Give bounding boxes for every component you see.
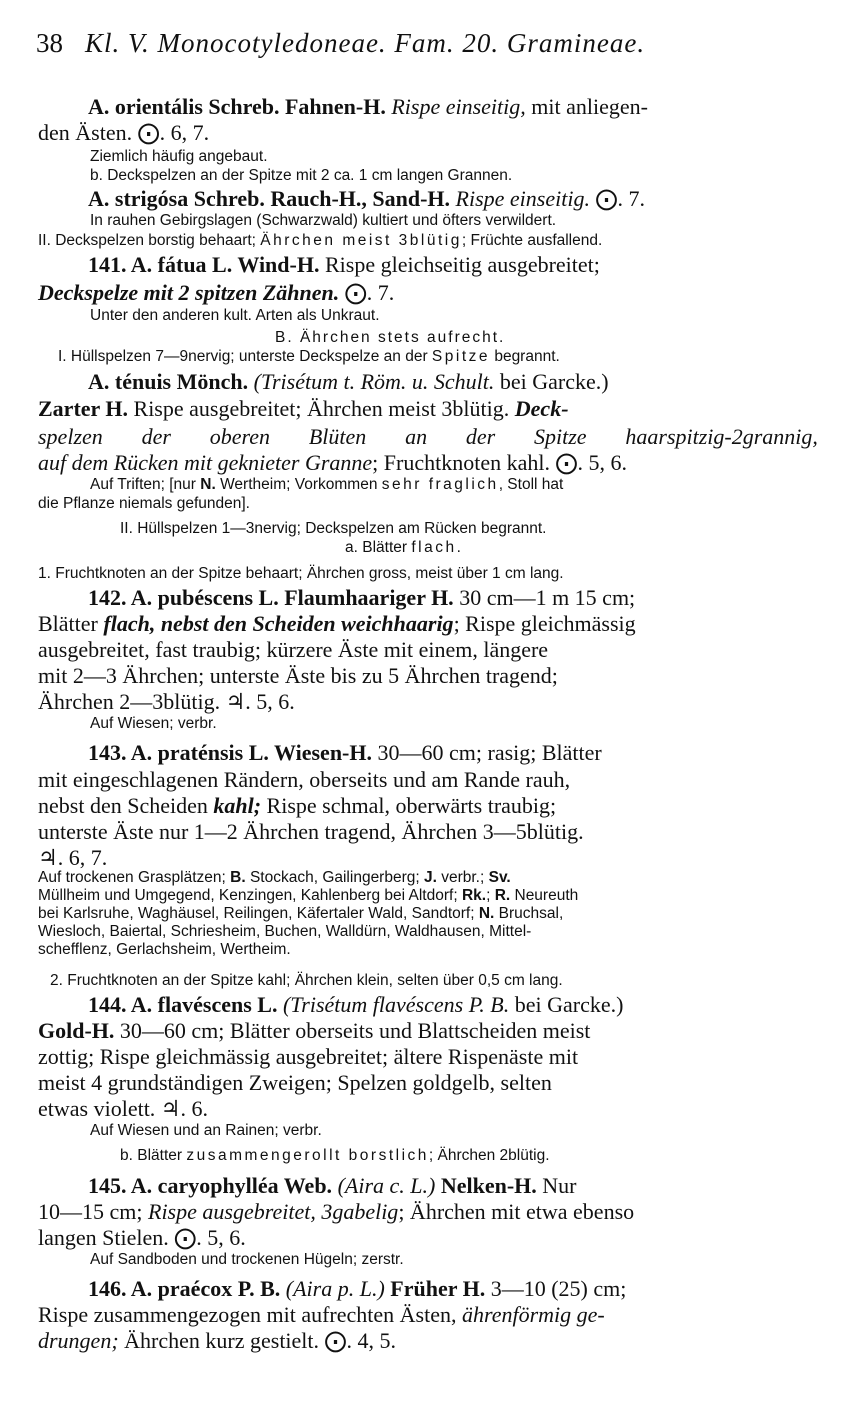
text-line: Müllheim und Umgegend, Kenzingen, Kahlenberg bei Altdorf; Rk.; R. Neureuth <box>38 887 579 904</box>
key-line: a. Blätter flach. <box>345 539 464 556</box>
key-line: II. Deckspelzen borstig behaart; Ährchen meist 3blütig; Früchte ausfallend. <box>38 232 603 249</box>
text-line: mit 2—3 Ährchen; unterste Äste bis zu 5 Ährchen tragend; <box>38 663 558 688</box>
text-line: 141. A. fátua L. Wind-H. Rispe gleichseitig ausgebreitet; <box>88 252 600 277</box>
key-line: b. Blätter zusammengerollt borstlich; Ährchen 2blütig. <box>120 1147 550 1164</box>
text-line: Deckspelze mit 2 spitzen Zähnen. ⨀. 7. <box>38 280 395 305</box>
text-line: Blätter flach, nebst den Scheiden weichhaarig; Rispe gleichmässig <box>38 611 636 636</box>
text-line: Auf Wiesen; verbr. <box>90 715 217 732</box>
text-line: Ährchen 2—3blütig. ♃. 5, 6. <box>38 689 295 714</box>
running-title: Kl. V. Monocotyledoneae. Fam. 20. Gramineae. <box>85 28 646 58</box>
text-line: A. strigósa Schreb. Rauch-H., Sand-H. Rispe einseitig. ⨀. 7. <box>88 186 645 211</box>
text-line: Gold-H. 30—60 cm; Blätter oberseits und Blattscheiden meist <box>38 1018 591 1043</box>
text-line: den Ästen. ⨀. 6, 7. <box>38 120 210 145</box>
text-line: zottig; Rispe gleichmässig ausgebreitet; ältere Rispenäste mit <box>38 1044 579 1069</box>
text-line: ♃. 6, 7. <box>38 845 108 870</box>
text-line: meist 4 grundständigen Zweigen; Spelzen goldgelb, selten <box>38 1070 552 1095</box>
key-heading: B. Ährchen stets aufrecht. <box>275 329 506 346</box>
text-line: auf dem Rücken mit geknieter Granne; Fruchtknoten kahl. ⨀. 5, 6. <box>38 450 627 475</box>
text-line: nebst den Scheiden kahl; Rispe schmal, oberwärts traubig; <box>38 793 557 818</box>
text-line: A. orientális Schreb. Fahnen-H. Rispe einseitig, mit anliegen- <box>88 94 648 119</box>
text-line: drungen; Ährchen kurz gestielt. ⨀. 4, 5. <box>38 1328 397 1353</box>
text-line: 10—15 cm; Rispe ausgebreitet, 3gabelig; Ährchen mit etwa ebenso <box>38 1199 635 1224</box>
text-line: 145. A. caryophylléa Web. (Aira c. L.) Nelken-H. Nur <box>88 1173 577 1198</box>
text-line: 146. A. praécox P. B. (Aira p. L.) Früher H. 3—10 (25) cm; <box>88 1276 627 1301</box>
text-line: Auf Triften; [nur N. Wertheim; Vorkommen sehr fraglich, Stoll hat <box>90 476 564 493</box>
text-line: A. ténuis Mönch. (Trisétum t. Röm. u. Schult. bei Garcke.) <box>88 369 609 394</box>
text-line: schefflenz, Gerlachsheim, Wertheim. <box>38 941 291 958</box>
text-line: Rispe zusammengezogen mit aufrechten Ästen, ährenförmig ge- <box>38 1302 605 1327</box>
text-line: Unter den anderen kult. Arten als Unkraut. <box>90 307 380 324</box>
text-line: Wiesloch, Baiertal, Schriesheim, Buchen, Walldürn, Waldhausen, Mittel- <box>38 923 532 940</box>
text-line: unterste Äste nur 1—2 Ährchen tragend, Ährchen 3—5blütig. <box>38 819 584 844</box>
key-line: 1. Fruchtknoten an der Spitze behaart; Ährchen gross, meist über 1 cm lang. <box>38 565 564 582</box>
text-line: Auf Sandboden und trockenen Hügeln; zerstr. <box>90 1251 404 1268</box>
running-header <box>36 28 645 59</box>
key-line: II. Hüllspelzen 1—3nervig; Deckspelzen am Rücken begrannt. <box>120 520 547 537</box>
text-line: Ziemlich häufig angebaut. <box>90 148 268 165</box>
key-line: 2. Fruchtknoten an der Spitze kahl; Ährchen klein, selten über 0,5 cm lang. <box>50 972 563 989</box>
text-line: 144. A. flavéscens L. (Trisétum flavéscens P. B. bei Garcke.) <box>88 992 624 1017</box>
text-line: etwas violett. ♃. 6. <box>38 1096 209 1121</box>
text-line: ausgebreitet, fast traubig; kürzere Äste mit einem, längere <box>38 637 549 662</box>
key-line: I. Hüllspelzen 7—9nervig; unterste Deckspelze an der Spitze begrannt. <box>58 348 560 365</box>
text-line: 143. A. praténsis L. Wiesen-H. 30—60 cm; rasig; Blätter <box>88 740 602 765</box>
text-line: Zarter H. Rispe ausgebreitet; Ährchen meist 3blütig. Deck- <box>38 396 569 421</box>
page-number: 38 <box>36 28 63 58</box>
text-line: bei Karlsruhe, Waghäusel, Reilingen, Käfertaler Wald, Sandtorf; N. Bruchsal, <box>38 905 564 922</box>
text-line: In rauhen Gebirgslagen (Schwarzwald) kultiert und öfters verwildert. <box>90 212 557 229</box>
text-line: 142. A. pubéscens L. Flaumhaariger H. 30 cm—1 m 15 cm; <box>88 585 636 610</box>
text-line: Auf Wiesen und an Rainen; verbr. <box>90 1122 322 1139</box>
text-line: mit eingeschlagenen Rändern, oberseits und am Rande rauh, <box>38 767 571 792</box>
text-line: die Pflanze niemals gefunden]. <box>38 495 250 512</box>
text-line: langen Stielen. ⨀. 5, 6. <box>38 1225 246 1250</box>
text-line: spelzen der oberen Blüten an der Spitze haarspitzig-2grannig, <box>38 424 818 449</box>
text-line: Auf trockenen Grasplätzen; B. Stockach, Gailingerberg; J. verbr.; Sv. <box>38 869 511 886</box>
key-line: b. Deckspelzen an der Spitze mit 2 ca. 1 cm langen Grannen. <box>90 167 513 184</box>
